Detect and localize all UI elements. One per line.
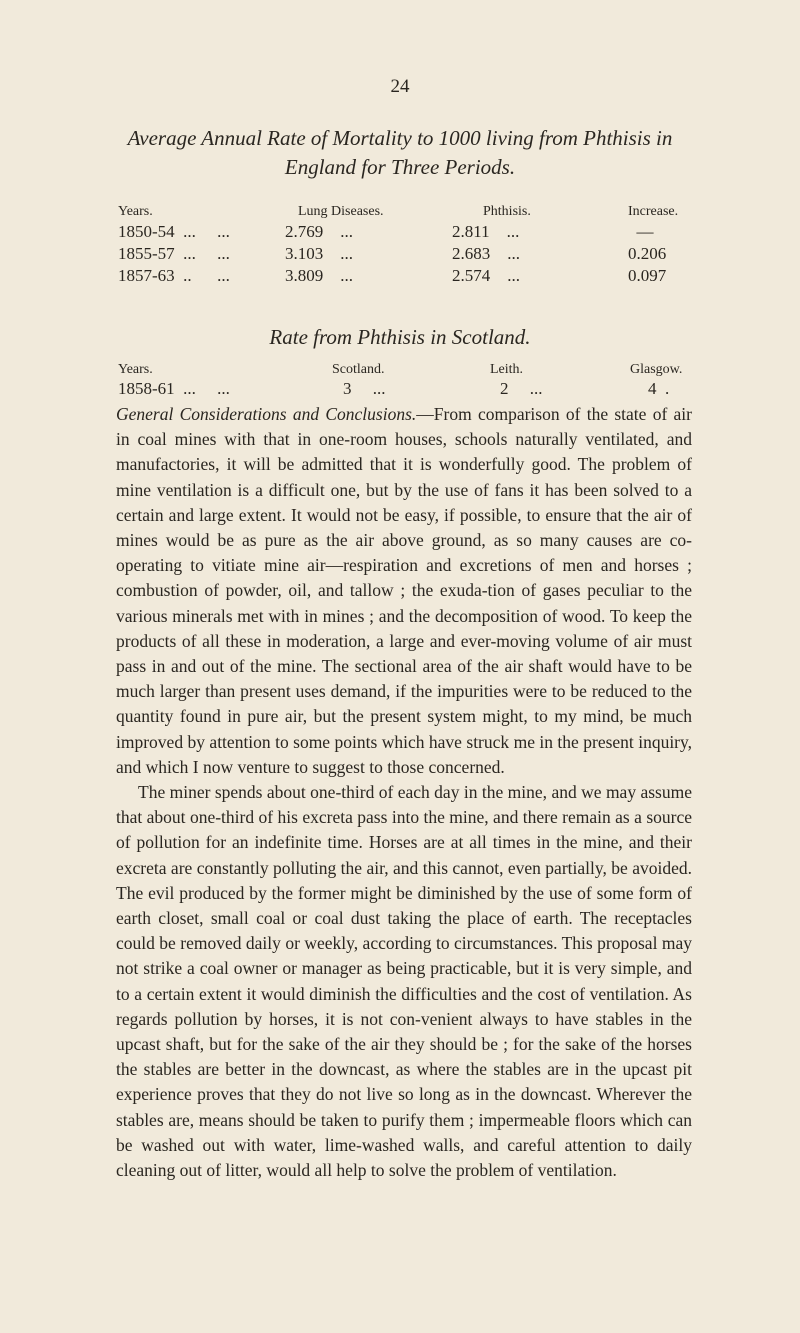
page-number: 24 (390, 76, 410, 97)
leith-cell: 2 ... (500, 379, 543, 398)
table-row (0, 266, 800, 288)
scotland-cell: 3 ... (343, 379, 386, 398)
table-row (0, 222, 800, 244)
increase-cell: 0.206 (628, 244, 667, 263)
body-text (116, 402, 692, 1183)
table2-title: Rate from Phthisis in Scotland. (269, 325, 531, 349)
lung-cell: 2.769 ... (285, 222, 353, 241)
section-heading: General Considerations and Conclusions. (116, 404, 417, 424)
paragraph-text: —From comparison of the state of air in coal mines with that in one-room houses, schools naturally ventilated, and manufactories, it will be admitted that it is wonderfully good. The problem of mine ventilation is a difficult one, but by the use of fans it has been solved to a certain and large extent. It would not be easy, if possible, to ensure that the air of mines would be as pure as the air above ground, as so many causes are co-operating to vitiate mine air—respiration and excretions of men and horses ; combustion of powder, oil, and tallow ; the exuda-tion of gases peculiar to the various minerals met with in mines ; and the decomposition of wood. To keep the products of all these in moderation, a large and ever-moving volume of air must pass in and out of the mine. The sectional area of the air shaft would have to be much larger than present uses demand, if the impurities were to be reduced to the quantity found in pure air, but the present system might, to my mind, be much improved by attention to some points which have struck me in the present inquiry, and which I now venture to suggest to those concerned. (116, 404, 692, 777)
table2-header-scotland: Scotland. (332, 362, 385, 377)
table-row (0, 244, 800, 266)
table2-header-glasgow: Glasgow. (630, 362, 683, 377)
years-cell: 1855-57 ... ... (118, 244, 230, 263)
table2-header-leith: Leith. (490, 362, 524, 377)
paragraph: The miner spends about one-third of each day in the mine, and we may assume that about one-third of his excreta pass into the mine, and there remain as a source of pollution for an indefinite time. Horses are at all times in the mine, and their excreta are constantly polluting the air, and this cannot, even partially, be avoided. The evil produced by the former might be diminished by the use of some form of earth closet, small coal or coal dust taking the place of earth. The receptacles could be removed daily or weekly, according to circumstances. This proposal may not strike a coal owner or manager as being practicable, but it is very simple, and to a certain extent it would diminish the difficulties and the cost of ventilation. As regards pollution by horses, it is not con-venient always to have stables in the upcast shaft, but for the sake of the air they should be ; for the sake of the horses the stables are better in the downcast, as where the stables are in the upcast pit experience proves that they do not live so long as in the downcast. Wherever the stables are, means should be taken to purify them ; impermeable floors which can be washed out with water, lime-washed walls, and careful attention to daily cleaning out of litter, would all help to solve the problem of ventilation. (116, 782, 692, 1181)
table1-title-line1: Average Annual Rate of Mortality to 1000 living from Phthisis in (127, 126, 673, 150)
glasgow-cell: 4 . (648, 379, 670, 398)
table2-header-years: Years. (118, 362, 153, 377)
table1-title-line2: England for Three Periods. (284, 155, 516, 179)
years-cell: 1858-61 ... ... (118, 379, 230, 398)
table1-header-lung: Lung Diseases. (298, 204, 384, 219)
paragraph (116, 402, 692, 780)
lung-cell: 3.809 ... (285, 266, 353, 285)
lung-cell: 3.103 ... (285, 244, 353, 263)
phthisis-cell: 2.683 ... (452, 244, 520, 263)
table1-header-phthisis: Phthisis. (483, 204, 531, 219)
increase-cell: 0.097 (628, 266, 667, 285)
increase-cell: — (628, 222, 654, 241)
years-cell: 1857-63 .. ... (118, 266, 230, 285)
table-row (0, 379, 800, 401)
table1-header-years: Years. (118, 204, 153, 219)
years-cell: 1850-54 ... ... (118, 222, 230, 241)
phthisis-cell: 2.574 ... (452, 266, 520, 285)
phthisis-cell: 2.811 ... (452, 222, 520, 241)
table1-header-increase: Increase. (628, 204, 679, 219)
